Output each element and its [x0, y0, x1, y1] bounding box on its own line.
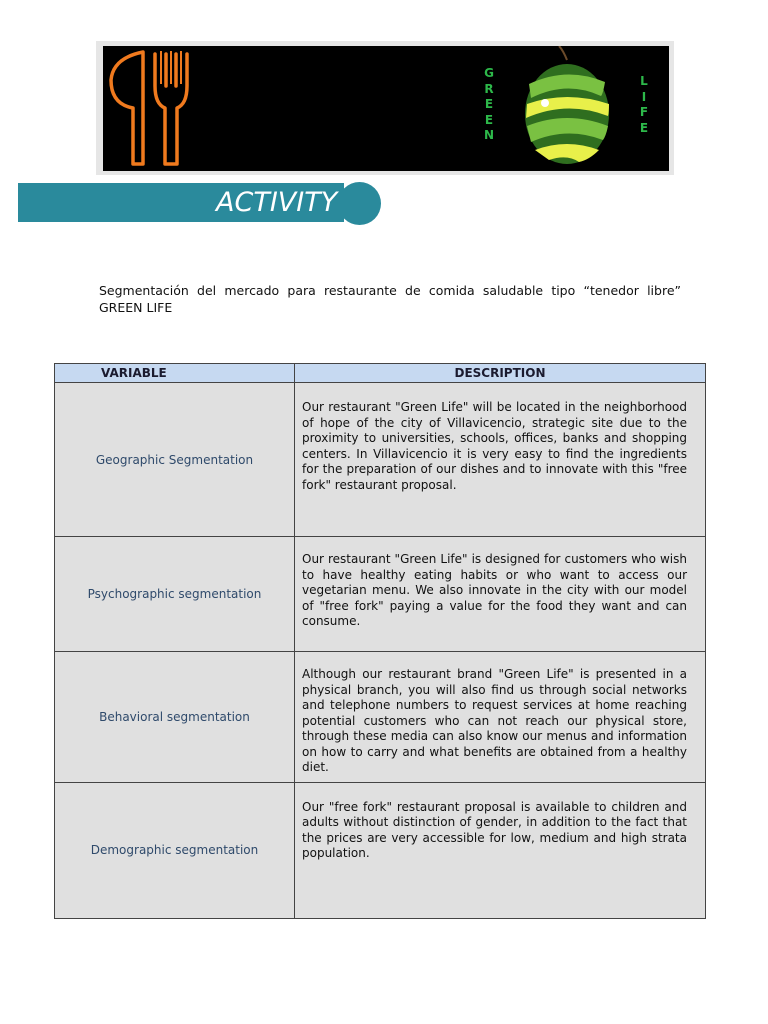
- description-cell: Our restaurant "Green Life" is designed for customers who wish to have healthy eating habits or who want to access our vegetarian menu. We also innovate in the city with our model of "free fork" paying a value for the food they want and can consume.: [295, 537, 706, 652]
- description-cell: Our restaurant "Green Life" will be located in the neighborhood of hope of the city of Villavicencio, strategic site due to the proximity to universities, schools, offices, banks and shopping centers. In Villavicencio it is very easy to find the ingredients for the preparation of our dishes and to innovate with this "free fork" restaurant proposal.: [295, 383, 706, 537]
- variable-cell: Demographic segmentation: [55, 782, 295, 918]
- green-letter: E: [484, 97, 494, 111]
- banner-logo: [96, 41, 674, 175]
- apple-logo: [513, 46, 623, 171]
- knife-icon: [111, 52, 143, 164]
- green-word: [483, 66, 495, 144]
- table-row: [55, 537, 706, 652]
- table-row: [55, 652, 706, 783]
- green-letter: G: [484, 66, 494, 80]
- life-letter: I: [641, 89, 647, 104]
- header-description: DESCRIPTION: [295, 364, 706, 383]
- green-letter: N: [483, 128, 495, 142]
- table-header-row: [55, 364, 706, 383]
- variable-cell: Geographic Segmentation: [55, 383, 295, 537]
- variable-cell: Behavioral segmentation: [55, 652, 295, 783]
- green-letter: E: [484, 112, 494, 127]
- life-letter: F: [639, 105, 649, 119]
- variable-cell: Psychographic segmentation: [55, 537, 295, 652]
- table-row: [55, 782, 706, 918]
- banner-background: [103, 46, 669, 171]
- segmentation-table: [54, 363, 706, 919]
- header-variable: VARIABLE: [55, 364, 295, 383]
- description-cell: Although our restaurant brand "Green Life" is presented in a physical branch, you will also find us through social networks and telephone numbers to request services at home reaching potential customers who can not reach our physical store, through these media can also know our menus and information on how to carry and what benefits are obtained from a healthy diet.: [295, 652, 706, 783]
- life-word: [638, 74, 650, 136]
- life-letter: L: [640, 74, 648, 88]
- description-cell: Our "free fork" restaurant proposal is available to children and adults without distinction of gender, in addition to the fact that the prices are very accessible for low, medium and high strata population.: [295, 782, 706, 918]
- table-row: [55, 383, 706, 537]
- life-letter: E: [639, 120, 649, 135]
- activity-title: ACTIVITY: [216, 187, 338, 218]
- activity-circle: [338, 182, 381, 225]
- green-letter: R: [484, 81, 494, 96]
- intro-paragraph: Segmentación del mercado para restaurante de comida saludable tipo “tenedor libre” GREEN LIFE: [99, 283, 681, 315]
